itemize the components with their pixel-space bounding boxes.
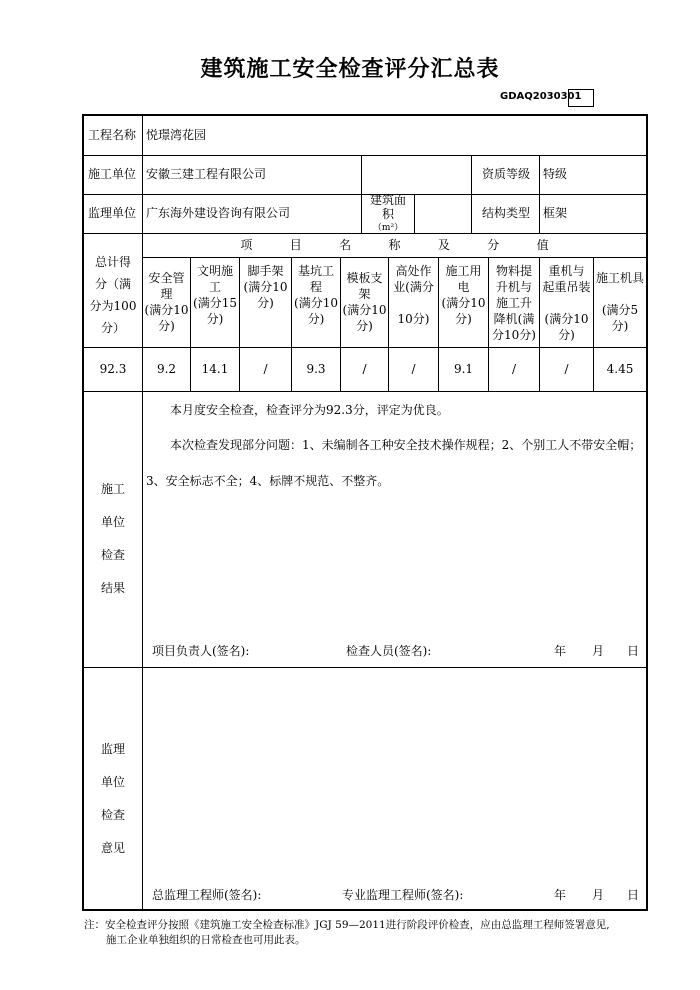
score-value: 9.1 <box>453 362 474 376</box>
score-value: / <box>411 362 416 376</box>
score-value: 9.2 <box>156 362 177 376</box>
col-safety-management: 安全管 理 (满分10 分) <box>144 271 189 333</box>
structure-label: 结构类型 <box>482 206 531 220</box>
col-crane-lifting: 重机与 起重吊装 (满分10 分) <box>542 264 591 342</box>
date-year: 年 <box>554 644 567 658</box>
contractor-result-label: 施工 单位 检查 结果 <box>100 482 125 595</box>
score-value: 14.1 <box>201 362 229 376</box>
chief-engineer-signature: 总监理工程师(签名): <box>152 888 262 902</box>
col-formwork-support: 模板支 架 (满分10 分) <box>342 271 387 333</box>
summary-table <box>82 114 648 911</box>
inspector-signature: 检查人员(签名): <box>346 644 432 658</box>
supervisor-value: 广东海外建设咨询有限公司 <box>146 206 291 220</box>
score-value: 9.3 <box>306 362 326 376</box>
project-name-label: 工程名称 <box>88 128 137 142</box>
project-name-value: 悦璟湾花园 <box>146 128 207 142</box>
result-issues: 本次检查发现部分问题：1、未编制各工种安全技术操作规程；2、个别工人不带安全帽； <box>170 438 642 452</box>
date-month: 月 <box>592 644 605 658</box>
project-manager-signature: 项目负责人(签名): <box>152 644 250 658</box>
form-code: GDAQ2030301 <box>500 91 582 102</box>
col-construction-machinery: 施工机具 (满分5 分) <box>595 271 644 333</box>
date-day: 日 <box>627 888 640 902</box>
contractor-value: 安徽三建工程有限公司 <box>146 167 267 181</box>
score-value: / <box>362 362 367 376</box>
structure-value: 框架 <box>543 206 568 220</box>
col-civilized-construction: 文明施 工 (满分15 分) <box>193 264 237 326</box>
date-day: 日 <box>627 644 640 658</box>
qualification-label: 资质等级 <box>482 167 531 181</box>
supervision-opinion-label: 监理 单位 检查 意见 <box>100 742 125 855</box>
items-header: 项 目 名 称 及 分 值 <box>240 238 549 252</box>
result-summary: 本月度安全检查，检查评分为92.3分，评定为优良。 <box>170 403 449 417</box>
qualification-value: 特级 <box>543 167 568 181</box>
col-construction-electricity: 施工用 电 (满分10 分) <box>441 264 486 326</box>
col-hoist-elevator: 物料提 升机与 施工升 降机(满 分10分) <box>492 264 536 342</box>
score-value: 4.45 <box>606 362 634 376</box>
col-foundation-pit: 基坑工 程 (满分10 分) <box>294 264 338 326</box>
date-month: 月 <box>592 888 605 902</box>
result-issues-continued: 3、安全标志不全；4、标牌不规范、不整齐。 <box>146 474 390 488</box>
specialist-engineer-signature: 专业监理工程师(签名): <box>342 888 464 902</box>
supervisor-label: 监理单位 <box>88 206 137 220</box>
score-value: / <box>564 362 569 376</box>
score-value: / <box>511 362 517 376</box>
col-work-at-height: 高处作 业(满分 10分) <box>393 264 434 326</box>
form-title: 建筑施工安全检查评分汇总表 <box>200 56 500 82</box>
contractor-label: 施工单位 <box>88 167 137 181</box>
date-year: 年 <box>554 888 567 902</box>
total-score-value: 92.3 <box>99 362 127 376</box>
score-value: / <box>263 362 268 376</box>
footnote: 注：安全检查评分按照《建筑施工安全检查标准》JGJ 59—2011进行阶段评价检查，应由总监理工程师签署意见, 施工企业单独组织的日常检查也可用此表。 <box>84 919 610 946</box>
total-score-label: 总计得 分（满 分为100 分） <box>89 255 137 335</box>
form-code-box[interactable] <box>568 89 594 107</box>
col-scaffolding: 脚手架 (满分10 分) <box>243 264 288 310</box>
area-label: 建筑面 积 （m²） <box>369 193 406 233</box>
